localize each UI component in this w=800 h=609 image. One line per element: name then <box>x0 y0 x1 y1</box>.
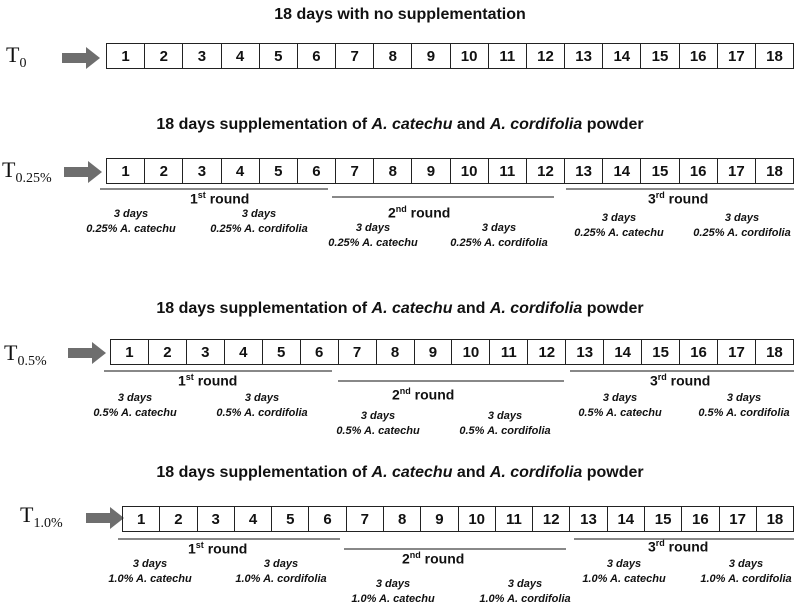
title-no-supplementation: 18 days with no supplementation <box>274 6 526 23</box>
day-cell: 6 <box>308 507 345 531</box>
day-cell: 5 <box>259 159 297 183</box>
treatment-label-t05: $T_{0.5\%}$ <box>4 340 47 369</box>
day-cell: 9 <box>411 44 449 68</box>
day-cell: 12 <box>526 159 564 183</box>
round-label: 2nd round <box>402 550 465 567</box>
day-cell: 7 <box>338 340 376 364</box>
day-cell: 9 <box>420 507 457 531</box>
day-cell: 5 <box>271 507 308 531</box>
day-cell: 8 <box>373 44 411 68</box>
day-cell: 1 <box>121 162 130 180</box>
day-cell: 16 <box>679 159 717 183</box>
day-cell: 18 <box>755 340 793 364</box>
round-label: 1st round <box>188 540 248 557</box>
day-cell: 16 <box>679 44 717 68</box>
day-cell: 3 <box>182 159 220 183</box>
day-cell: 17 <box>717 44 755 68</box>
day-cell: 16 <box>681 507 718 531</box>
round-line <box>332 196 554 198</box>
day-cell: 15 <box>644 507 681 531</box>
day-cell: 3 <box>197 507 234 531</box>
round-label: 3rd round <box>648 538 709 555</box>
day-row-t05 <box>110 339 794 365</box>
dose-label: 3 days 0.5% A. catechu <box>93 392 177 419</box>
day-cell: 8 <box>383 507 420 531</box>
day-cell: 2 <box>148 340 186 364</box>
day-cell: 4 <box>221 159 259 183</box>
dose-label: 3 days 0.5% A. catechu <box>578 392 662 419</box>
day-cell: 13 <box>564 159 602 183</box>
round-label: 1st round <box>190 190 250 207</box>
day-cell: 18 <box>755 159 793 183</box>
day-cell: 15 <box>640 44 678 68</box>
day-cell: 17 <box>717 340 755 364</box>
day-cell: 8 <box>373 159 411 183</box>
day-cell: 10 <box>450 44 488 68</box>
dose-label: 3 days 1.0% A. cordifolia <box>700 558 792 585</box>
day-row-t025 <box>106 158 794 184</box>
day-cell: 14 <box>602 44 640 68</box>
day-cell: 17 <box>717 159 755 183</box>
day-cell: 18 <box>755 44 793 68</box>
day-cell: 15 <box>640 159 678 183</box>
day-cell: 14 <box>603 340 641 364</box>
treatment-label-t025: $T_{0.25\%}$ <box>2 157 52 186</box>
day-cell: 1 <box>121 47 130 65</box>
dose-label: 3 days 0.25% A. catechu <box>86 208 176 235</box>
day-cell: 10 <box>450 159 488 183</box>
treatment-label-t10: $T_{1.0\%}$ <box>20 502 63 531</box>
dose-label: 3 days 1.0% A. cordifolia <box>235 558 327 585</box>
day-cell: 11 <box>488 44 526 68</box>
day-cell: 7 <box>335 44 373 68</box>
day-cell: 6 <box>297 159 335 183</box>
day-cell: 9 <box>411 159 449 183</box>
dose-label: 3 days 0.25% A. cordifolia <box>693 212 791 239</box>
dose-label: 3 days 0.5% A. catechu <box>336 410 420 437</box>
day-cell: 8 <box>376 340 414 364</box>
day-cell: 17 <box>719 507 756 531</box>
round-label: 2nd round <box>388 204 451 221</box>
day-cell: 3 <box>186 340 224 364</box>
round-label: 1st round <box>178 372 238 389</box>
title-supplementation: 18 days supplementation of A. catechu and A. cordifolia powder <box>156 464 644 481</box>
dose-label: 3 days 1.0% A. catechu <box>582 558 666 585</box>
arrow-right-icon <box>86 507 124 529</box>
day-cell: 9 <box>414 340 452 364</box>
arrow-right-icon <box>68 342 106 364</box>
day-cell: 2 <box>144 159 182 183</box>
dose-label: 3 days 0.5% A. cordifolia <box>216 392 308 419</box>
dose-label: 3 days 1.0% A. cordifolia <box>479 578 571 605</box>
dose-label: 3 days 0.25% A. cordifolia <box>450 222 548 249</box>
dose-label: 3 days 0.25% A. catechu <box>328 222 418 249</box>
day-cell: 4 <box>221 44 259 68</box>
round-label: 3rd round <box>650 372 711 389</box>
day-cell: 2 <box>144 44 182 68</box>
day-cell: 12 <box>532 507 569 531</box>
dose-label: 3 days 0.25% A. catechu <box>574 212 664 239</box>
day-cell: 7 <box>346 507 383 531</box>
dose-label: 3 days 0.25% A. cordifolia <box>210 208 308 235</box>
round-label: 3rd round <box>648 190 709 207</box>
arrow-right-icon <box>64 161 102 183</box>
day-cell: 1 <box>125 343 134 361</box>
day-cell: 11 <box>489 340 527 364</box>
dose-label: 3 days 1.0% A. catechu <box>351 578 435 605</box>
day-cell: 3 <box>182 44 220 68</box>
day-cell: 13 <box>565 340 603 364</box>
arrow-right-icon <box>62 47 100 69</box>
day-row-t0 <box>106 43 794 69</box>
day-cell: 11 <box>495 507 532 531</box>
day-row-t10 <box>122 506 794 532</box>
day-cell: 14 <box>602 159 640 183</box>
day-cell: 5 <box>262 340 300 364</box>
day-cell: 13 <box>564 44 602 68</box>
day-cell: 13 <box>569 507 606 531</box>
day-cell: 12 <box>526 44 564 68</box>
day-cell: 18 <box>756 507 793 531</box>
title-supplementation: 18 days supplementation of A. catechu and A. cordifolia powder <box>156 300 644 317</box>
day-cell: 12 <box>527 340 565 364</box>
day-cell: 2 <box>159 507 196 531</box>
treatment-label-t0: $T_0$ <box>6 42 27 71</box>
title-supplementation: 18 days supplementation of A. catechu and A. cordifolia powder <box>156 116 644 133</box>
day-cell: 14 <box>607 507 644 531</box>
day-cell: 1 <box>136 510 146 528</box>
day-cell: 6 <box>297 44 335 68</box>
day-cell: 16 <box>679 340 717 364</box>
day-cell: 4 <box>224 340 262 364</box>
day-cell: 4 <box>234 507 271 531</box>
round-label: 2nd round <box>392 386 455 403</box>
day-cell: 10 <box>458 507 495 531</box>
day-cell: 5 <box>259 44 297 68</box>
dose-label: 3 days 1.0% A. catechu <box>108 558 192 585</box>
day-cell: 11 <box>488 159 526 183</box>
round-line <box>338 380 564 382</box>
day-cell: 6 <box>300 340 338 364</box>
day-cell: 15 <box>641 340 679 364</box>
day-cell: 10 <box>451 340 489 364</box>
dose-label: 3 days 0.5% A. cordifolia <box>698 392 790 419</box>
day-cell: 7 <box>335 159 373 183</box>
dose-label: 3 days 0.5% A. cordifolia <box>459 410 551 437</box>
